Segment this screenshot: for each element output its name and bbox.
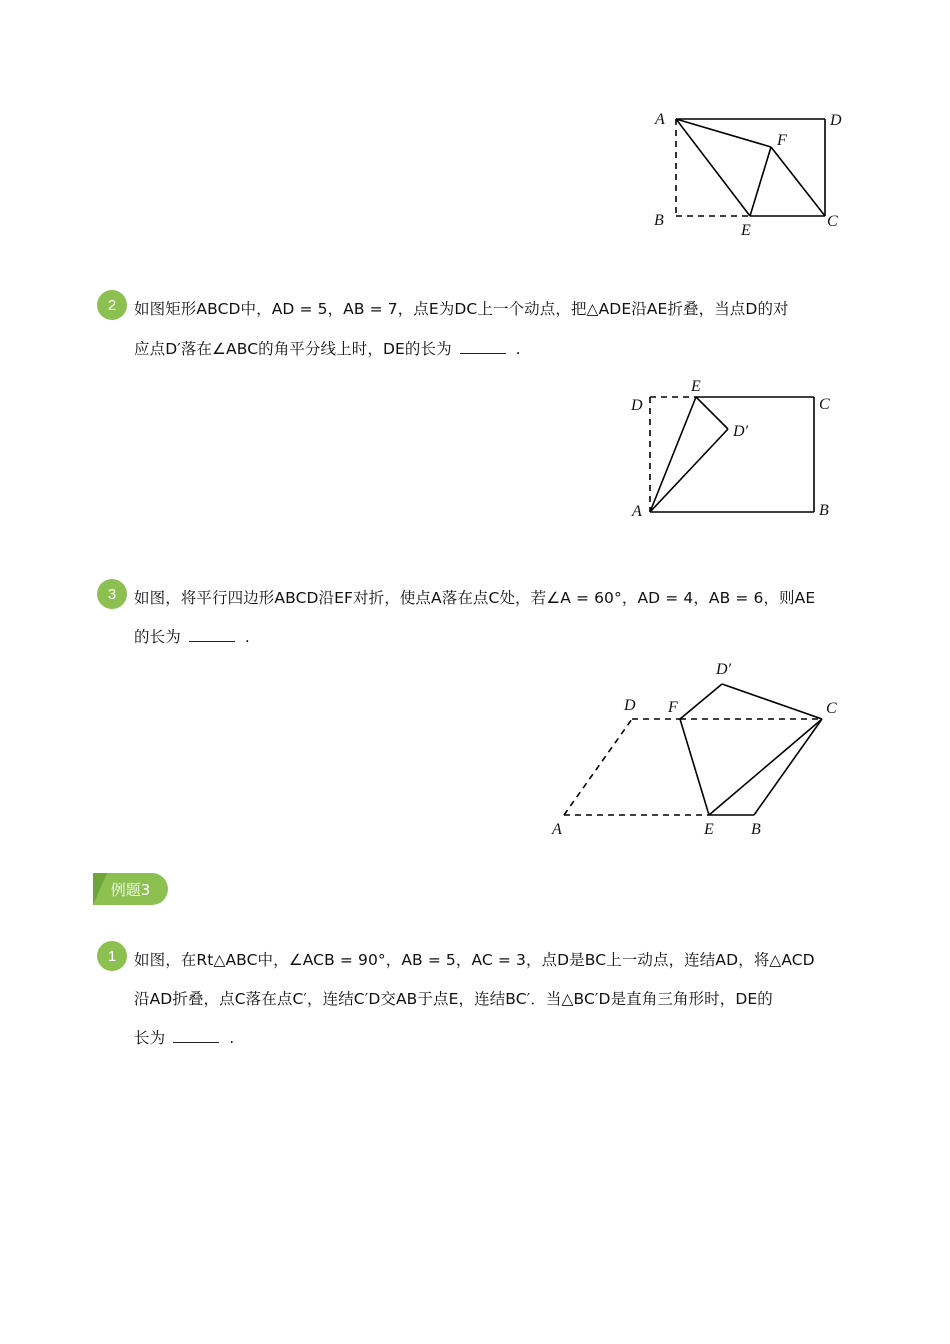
question-3-line-1: 如图，将平行四边形ABCD沿EF对折，使点A落在点C处，若∠A = 60°，AD = 4，AB = 6，则AE — [134, 589, 816, 607]
example-3-question-1-line-2: 沿AD折叠，点C落在点C′，连结C′D交AB于点E，连结BC′．当△BC′D是直角三角形时，DE的 — [134, 990, 773, 1008]
segment-ED-prime — [696, 397, 728, 429]
question-3-line-2 — [134, 627, 250, 647]
question-3-period: . — [244, 628, 250, 646]
figure-rectangle-fold-1 — [640, 100, 860, 245]
example-3-question-1-line-1: 如图，在Rt△ABC中，∠ACB = 90°，AB = 5，AC = 3，点D是BC上一动点，连结AD，将△ACD — [134, 951, 815, 969]
label-A: A — [655, 111, 665, 128]
segment-FE — [680, 719, 709, 815]
figure-rectangle-fold-2 — [620, 375, 850, 525]
segment-D-prime-C — [722, 684, 822, 719]
label-D: D — [631, 397, 643, 414]
question-2-text: 应点D′落在∠ABC的角平分线上时，DE的长为 — [134, 340, 452, 358]
answer-blank[interactable] — [173, 1028, 219, 1043]
segment-AD-prime — [650, 429, 728, 512]
answer-blank[interactable] — [189, 627, 235, 642]
label-E: E — [704, 821, 714, 838]
segment-AD-dashed — [564, 719, 632, 815]
label-D-prime: D′ — [733, 423, 749, 440]
label-C: C — [819, 396, 830, 413]
question-2-line-2 — [134, 339, 521, 359]
label-D: D — [830, 112, 842, 129]
section-label-example-3 — [93, 873, 168, 905]
example-3-question-1-text: 长为 — [134, 1029, 166, 1047]
question-number-badge: 1 — [97, 941, 127, 971]
segment-EC — [709, 719, 822, 815]
segment-AF — [676, 119, 771, 147]
segment-FD-prime — [680, 684, 722, 719]
section-label-text: 例题3 — [110, 880, 151, 899]
label-D-prime: D′ — [716, 661, 732, 678]
example-3-question-1-period: . — [229, 1029, 235, 1047]
segment-AE — [650, 397, 696, 512]
question-2-period: . — [515, 340, 521, 358]
label-A: A — [632, 503, 642, 520]
label-C: C — [826, 700, 837, 717]
label-C: C — [827, 213, 838, 230]
figure-parallelogram-fold — [540, 650, 850, 845]
label-B: B — [819, 502, 829, 519]
question-number-badge: 3 — [97, 579, 127, 609]
segment-FC — [771, 147, 825, 216]
question-number-badge: 2 — [97, 290, 127, 320]
label-F: F — [777, 132, 787, 149]
segment-FE — [750, 147, 771, 216]
label-F: F — [668, 699, 678, 716]
question-3-text: 的长为 — [134, 628, 181, 646]
label-E: E — [691, 378, 701, 395]
question-2-line-1: 如图矩形ABCD中，AD = 5，AB = 7，点E为DC上一个动点，把△ADE沿AE折叠，当点D的对 — [134, 300, 789, 318]
segment-AE — [676, 119, 750, 216]
label-D: D — [624, 697, 636, 714]
label-B: B — [751, 821, 761, 838]
segment-BC — [754, 719, 822, 815]
answer-blank[interactable] — [460, 339, 506, 354]
label-B: B — [654, 212, 664, 229]
label-E: E — [741, 222, 751, 239]
label-A: A — [552, 821, 562, 838]
example-3-question-1-line-3 — [134, 1028, 234, 1048]
